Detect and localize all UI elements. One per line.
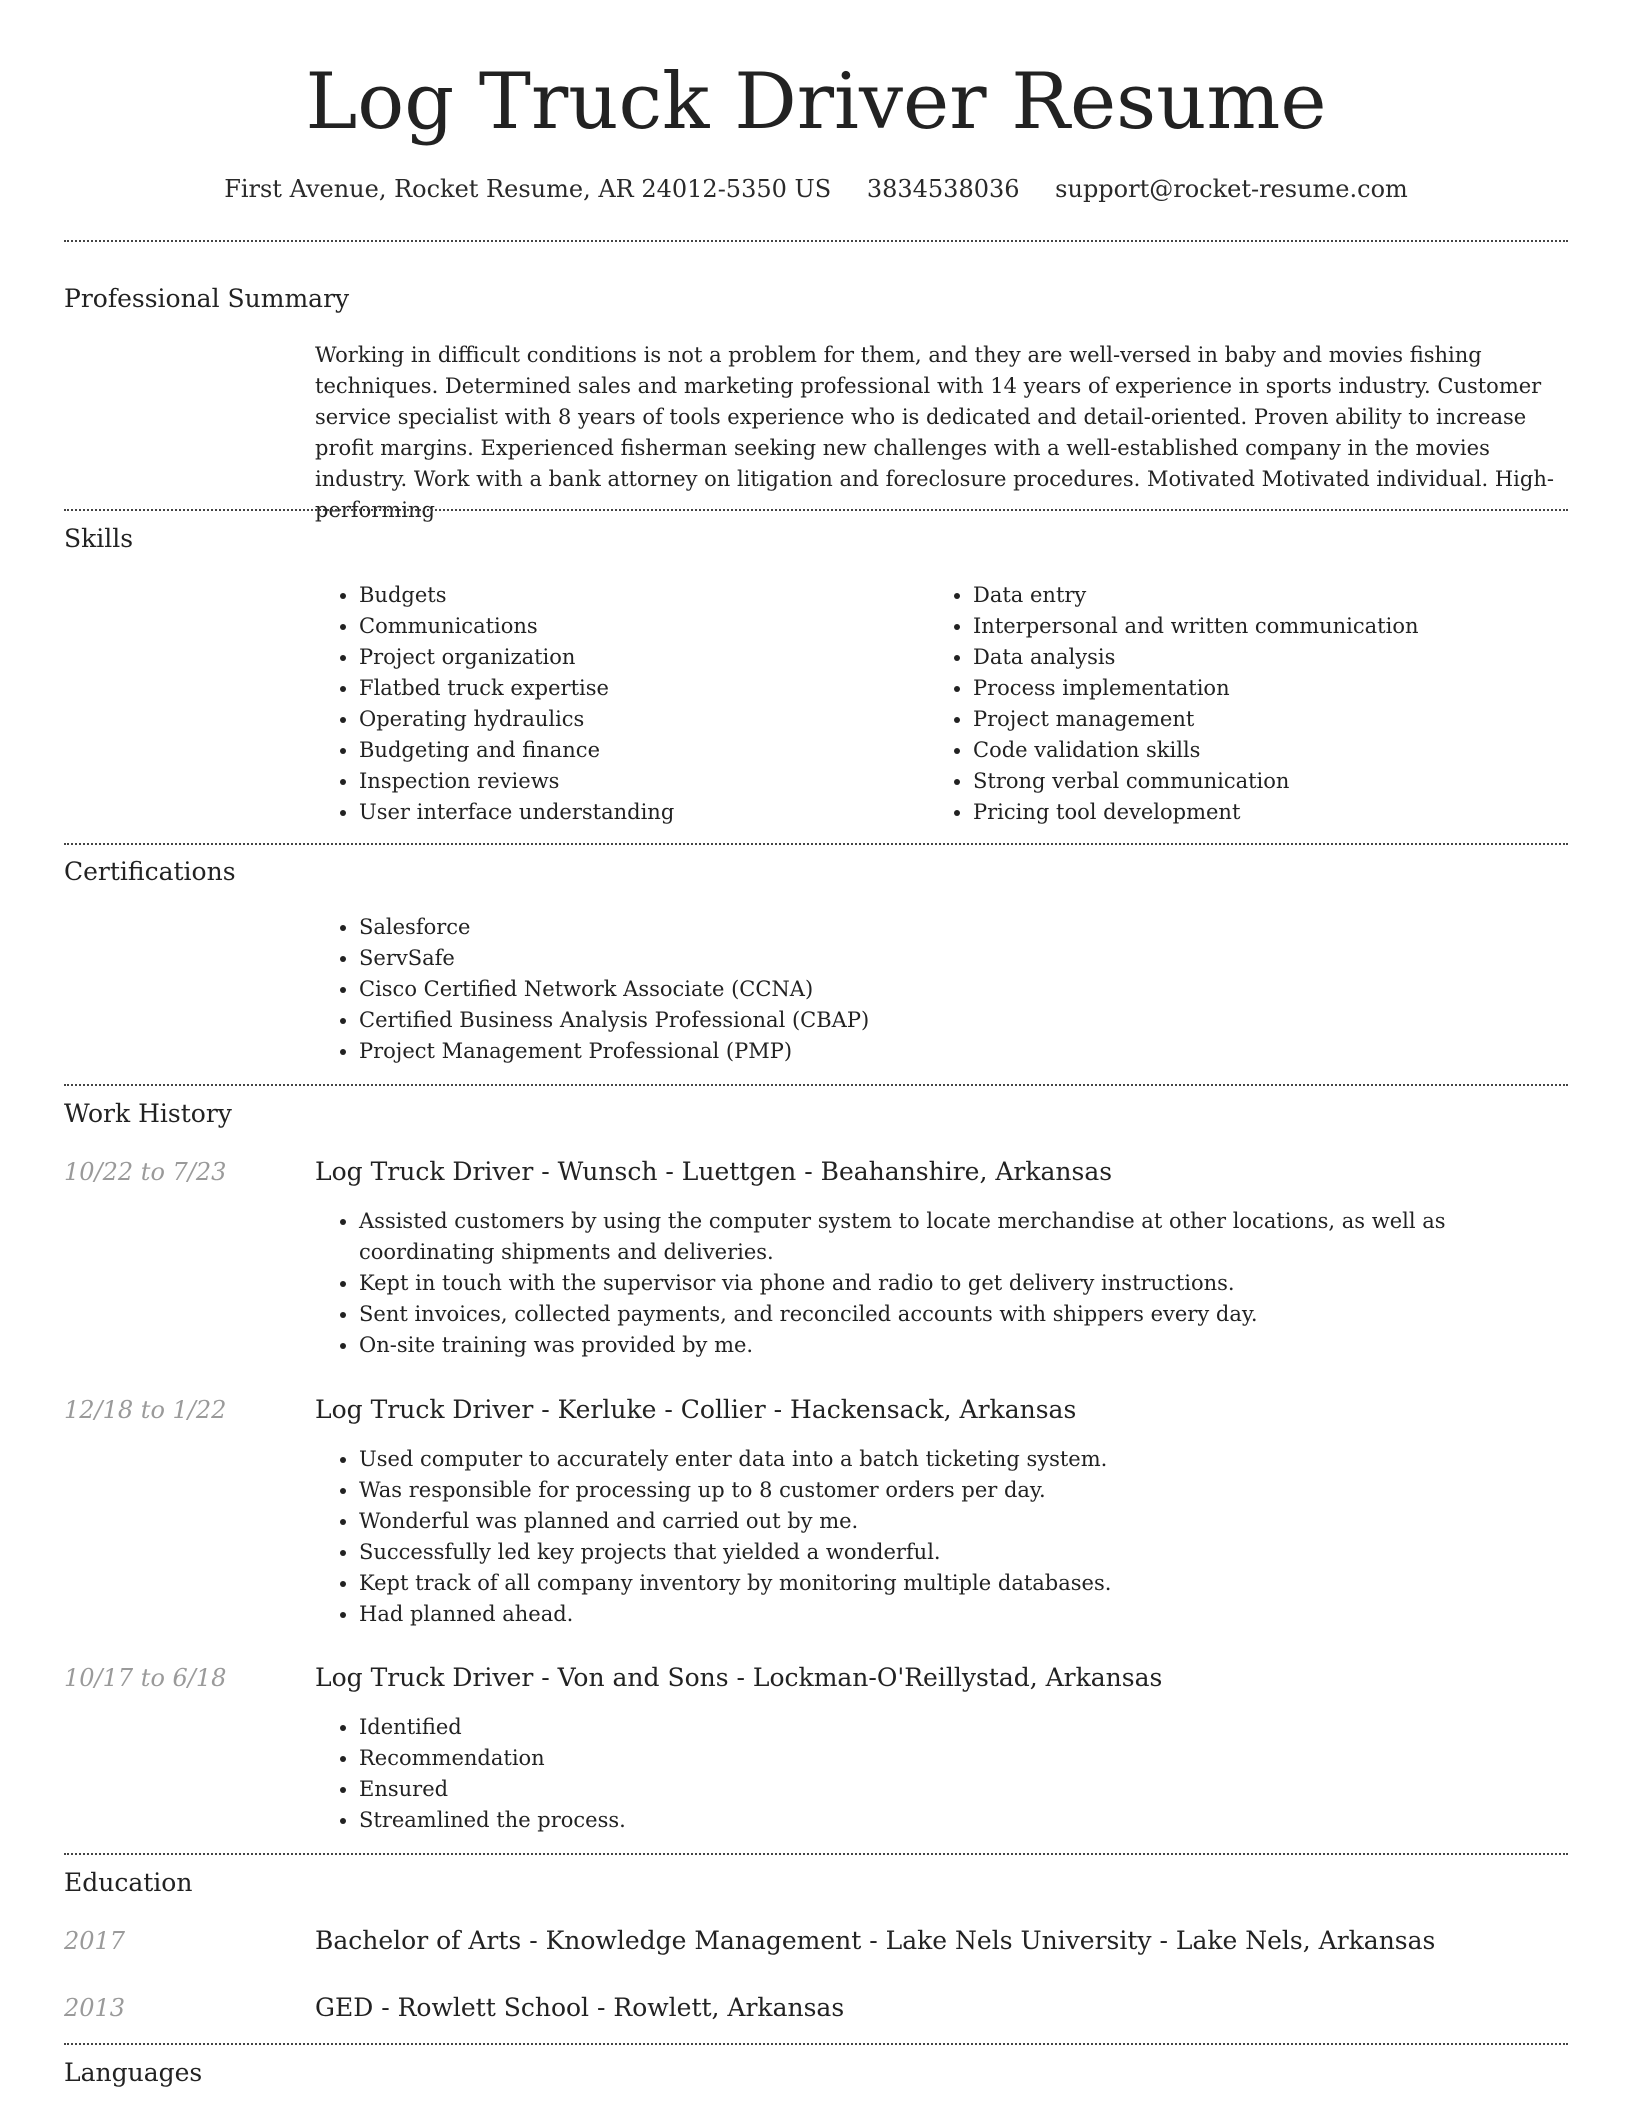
job-dates: 12/18 to 1/22: [64, 1396, 227, 1424]
job-bullet: • Used computer to accurately enter data into a batch ticketing system.: [359, 1444, 1577, 1475]
skills-list-left: [315, 580, 919, 828]
work-history-heading: Work History: [64, 1099, 232, 1128]
skill-item: • Project organization: [359, 642, 919, 673]
skill-item: • Process implementation: [973, 673, 1593, 704]
skill-item: • Pricing tool development: [973, 797, 1593, 828]
contact-line: [0, 172, 1632, 206]
skills-list-right: [929, 580, 1593, 828]
section-divider: [64, 2043, 1568, 2045]
skill-item: • User interface understanding: [359, 797, 919, 828]
job-bullet: • Had planned ahead.: [359, 1599, 1577, 1630]
skill-item: • Interpersonal and written communication: [973, 611, 1593, 642]
job-dates: 10/22 to 7/23: [64, 1158, 227, 1186]
job-bullet: • Successfully led key projects that yielded a wonderful.: [359, 1537, 1577, 1568]
skill-item: • Flatbed truck expertise: [359, 673, 919, 704]
job-bullet: • Kept track of all company inventory by monitoring multiple databases.: [359, 1568, 1577, 1599]
skill-item: • Code validation skills: [973, 735, 1593, 766]
job-bullet: • Wonderful was planned and carried out by me.: [359, 1506, 1577, 1537]
skills-heading: Skills: [64, 524, 134, 553]
section-divider: [64, 843, 1568, 845]
section-divider: [64, 1084, 1568, 1086]
job-bullets: [315, 1712, 1577, 1836]
education-year: 2017: [64, 1927, 126, 1955]
certifications-list: [315, 912, 1559, 1067]
job-bullet: • Ensured: [359, 1774, 1577, 1805]
contact-email[interactable]: support@rocket-resume.com: [1055, 175, 1408, 203]
section-divider: [64, 1853, 1568, 1855]
job-bullet: • Kept in touch with the supervisor via phone and radio to get delivery instructions.: [359, 1268, 1577, 1299]
job-dates: 10/17 to 6/18: [64, 1664, 227, 1692]
job-bullets: [315, 1444, 1577, 1630]
job-title: Log Truck Driver - Wunsch - Luettgen - Beahanshire, Arkansas: [315, 1157, 1113, 1186]
education-entry: Bachelor of Arts - Knowledge Management - Lake Nels University - Lake Nels, Arkansas: [315, 1926, 1436, 1955]
skill-item: • Budgets: [359, 580, 919, 611]
job-bullets: [315, 1206, 1577, 1361]
education-heading: Education: [64, 1868, 193, 1897]
education-entry: GED - Rowlett School - Rowlett, Arkansas: [315, 1993, 845, 2022]
skill-item: • Data analysis: [973, 642, 1593, 673]
job-bullet: • Sent invoices, collected payments, and reconciled accounts with shippers every day.: [359, 1299, 1577, 1330]
education-year: 2013: [64, 1994, 126, 2022]
certification-item: • Salesforce: [359, 912, 1559, 943]
certifications-heading: Certifications: [64, 857, 236, 886]
section-divider: [64, 509, 1568, 511]
certification-item: • ServSafe: [359, 943, 1559, 974]
skill-item: • Strong verbal communication: [973, 766, 1593, 797]
summary-heading: Professional Summary: [64, 284, 350, 313]
job-title: Log Truck Driver - Von and Sons - Lockman-O'Reillystad, Arkansas: [315, 1663, 1163, 1692]
certification-item: • Project Management Professional (PMP): [359, 1036, 1559, 1067]
skill-item: • Budgeting and finance: [359, 735, 919, 766]
job-bullet: • Assisted customers by using the computer system to locate merchandise at other locations, as well as coordinating shipments and deliveries.: [359, 1206, 1577, 1268]
languages-heading: Languages: [64, 2058, 203, 2087]
contact-address: First Avenue, Rocket Resume, AR 24012-5350 US: [224, 175, 832, 203]
summary-text: Working in difficult conditions is not a problem for them, and they are well-versed in baby and movies fishing techniques. Determined sales and marketing professional with 14 years of experience in sports industry. Customer service specialist with 8 years of tools experience who is dedicated and detail-oriented. Proven ability to increase profit margins. Experienced fisherman seeking new challenges with a well-established company in the movies industry. Work with a bank attorney on litigation and foreclosure procedures. Motivated Motivated individual. High-performing: [315, 343, 1554, 522]
resume-title: Log Truck Driver Resume: [305, 57, 1327, 147]
section-divider: [64, 240, 1568, 242]
skill-item: • Communications: [359, 611, 919, 642]
job-title: Log Truck Driver - Kerluke - Collier - Hackensack, Arkansas: [315, 1395, 1077, 1424]
job-bullet: • Streamlined the process.: [359, 1805, 1577, 1836]
job-bullet: • Recommendation: [359, 1743, 1577, 1774]
skill-item: • Inspection reviews: [359, 766, 919, 797]
job-bullet: • Was responsible for processing up to 8 customer orders per day.: [359, 1475, 1577, 1506]
contact-phone: 3834538036: [866, 175, 1020, 203]
job-bullet: • Identified: [359, 1712, 1577, 1743]
skill-item: • Project management: [973, 704, 1593, 735]
job-bullet: • On-site training was provided by me.: [359, 1330, 1577, 1361]
certification-item: • Certified Business Analysis Professional (CBAP): [359, 1005, 1559, 1036]
skill-item: • Data entry: [973, 580, 1593, 611]
skill-item: • Operating hydraulics: [359, 704, 919, 735]
certification-item: • Cisco Certified Network Associate (CCNA): [359, 974, 1559, 1005]
